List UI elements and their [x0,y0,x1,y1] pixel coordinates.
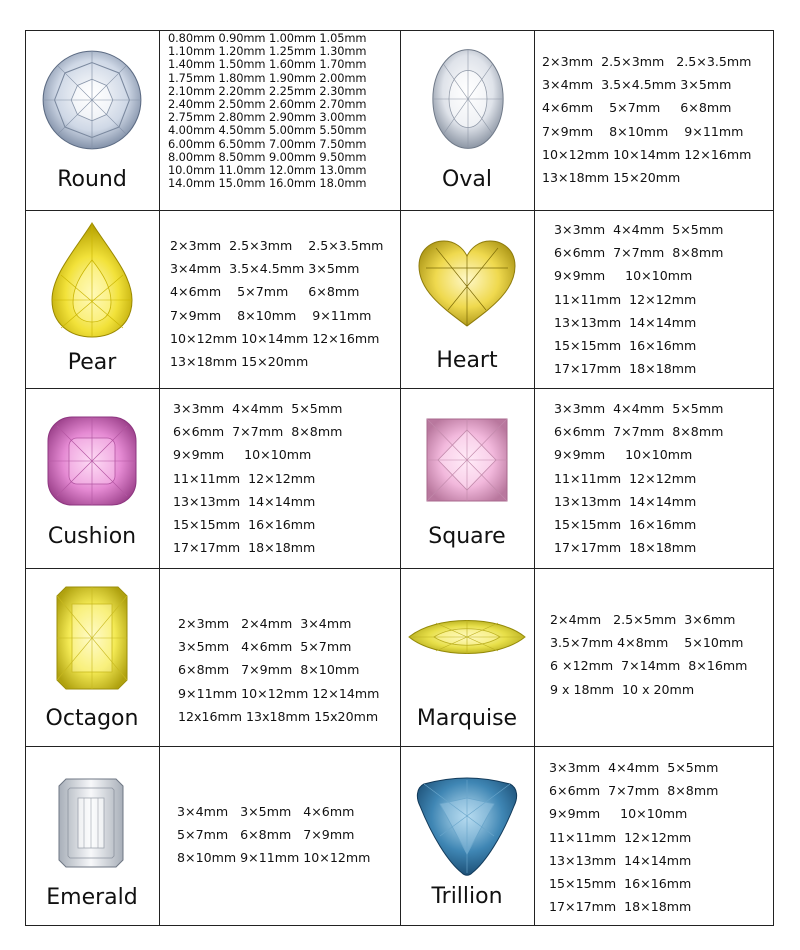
size-line: 13×18mm 15×20mm [170,354,309,370]
size-line: 9×9mm 10×10mm [554,447,693,463]
size-line: 17×17mm 18×18mm [554,540,697,556]
table-border-right [773,30,774,926]
heart-label: Heart [436,348,498,373]
size-line: 9×9mm 10×10mm [173,447,312,463]
oval-label: Oval [442,167,492,192]
heart-sizes [554,218,774,380]
emerald-label: Emerald [46,885,138,910]
size-line: 1.40mm 1.50mm 1.60mm 1.70mm [168,57,367,72]
square-gem-image [424,416,510,504]
table-border-left [25,30,26,926]
size-line: 13×18mm 15×20mm [542,170,681,186]
size-line: 11×11mm 12×12mm [549,829,692,845]
emerald-gem-image [56,776,126,870]
cell-pear-image [25,210,159,388]
marquise-sizes [550,608,774,701]
size-line: 6×6mm 7×7mm 8×8mm [549,783,719,799]
size-line: 3×5mm 4×6mm 5×7mm [178,639,352,655]
size-line: 2×3mm 2.5×3mm 2.5×3.5mm [542,54,752,69]
size-line: 6×8mm 7×9mm 8×10mm [178,662,360,678]
trillion-gem-image [414,776,520,878]
size-line: 3×3mm 4×4mm 5×5mm [173,401,343,416]
size-line: 10×12mm 10×14mm 12×16mm [170,330,380,346]
size-line: 15×15mm 16×16mm [173,517,316,533]
cell-round-image [25,30,159,210]
size-line: 5×7mm 6×8mm 7×9mm [177,827,355,843]
size-line: 7×9mm 8×10mm 9×11mm [542,123,744,139]
size-line: 1.10mm 1.20mm 1.25mm 1.30mm [168,44,367,59]
octagon-label: Octagon [45,706,139,731]
cell-emerald-image [25,746,159,926]
size-line: 9 x 18mm 10 x 20mm [550,681,695,697]
size-line: 3×4mm 3.5×4.5mm 3×5mm [170,261,360,277]
round-sizes [168,32,398,190]
cell-heart-image [400,210,534,388]
round-gem-image [40,48,144,152]
size-line: 8.00mm 8.50mm 9.00mm 9.50mm [168,149,367,164]
size-line: 2.10mm 2.20mm 2.25mm 2.30mm [168,83,367,98]
table-divider [25,746,774,747]
size-line: 9×11mm 10×12mm 12×14mm [178,685,380,701]
size-line: 13×13mm 14×14mm [173,493,316,509]
size-line: 1.75mm 1.80mm 1.90mm 2.00mm [168,70,367,85]
size-line: 10×12mm 10×14mm 12×16mm [542,146,752,162]
size-line: 15×15mm 16×16mm [554,338,697,354]
square-label: Square [428,524,506,549]
size-line: 2×3mm 2×4mm 3×4mm [178,616,352,631]
size-line: 15×15mm 16×16mm [549,876,692,892]
size-line: 6.00mm 6.50mm 7.00mm 7.50mm [168,136,367,151]
size-line: 11×11mm 12×12mm [554,291,697,307]
size-line: 8×10mm 9×11mm 10×12mm [177,850,371,866]
size-line: 2.75mm 2.80mm 2.90mm 3.00mm [168,110,367,125]
size-line: 13×13mm 14×14mm [549,852,692,868]
size-line: 9×9mm 10×10mm [549,806,688,822]
size-line: 17×17mm 18×18mm [554,361,697,377]
cushion-sizes [173,397,393,559]
table-divider [400,30,401,926]
size-line: 3×3mm 4×4mm 5×5mm [554,222,724,237]
trillion-sizes [549,756,773,918]
pear-sizes [170,234,400,373]
size-line: 13×13mm 14×14mm [554,314,697,330]
size-line: 11×11mm 12×12mm [554,470,697,486]
gem-size-table [25,30,774,926]
cushion-label: Cushion [47,524,137,549]
cell-trillion-image [400,746,534,926]
cell-oval-image [400,30,534,210]
size-line: 3.5×7mm 4×8mm 5×10mm [550,635,744,651]
trillion-label: Trillion [431,884,503,909]
size-line: 3×3mm 4×4mm 5×5mm [549,760,719,775]
pear-gem-image [49,220,135,340]
size-line: 7×9mm 8×10mm 9×11mm [170,307,372,323]
table-divider [534,30,535,926]
size-line: 3×4mm 3.5×4.5mm 3×5mm [542,77,732,93]
size-line: 4×6mm 5×7mm 6×8mm [170,284,360,300]
table-divider [159,30,160,926]
cell-octagon-image [25,568,159,746]
size-line: 3×4mm 3×5mm 4×6mm [177,804,355,819]
cell-marquise-image [400,568,534,746]
table-divider [25,568,774,569]
table-divider [25,388,774,389]
size-line: 15×15mm 16×16mm [554,517,697,533]
size-line: 3×3mm 4×4mm 5×5mm [554,401,724,416]
size-line: 6×6mm 7×7mm 8×8mm [554,424,724,440]
marquise-gem-image [406,614,528,660]
pear-label: Pear [67,350,117,375]
size-line: 17×17mm 18×18mm [173,540,316,556]
emerald-sizes [177,800,399,870]
cell-square-image [400,388,534,568]
size-line: 4×6mm 5×7mm 6×8mm [542,100,732,116]
size-line: 6×6mm 7×7mm 8×8mm [173,424,343,440]
size-line: 10.0mm 11.0mm 12.0mm 13.0mm [168,163,367,178]
size-line: 6×6mm 7×7mm 8×8mm [554,245,724,261]
octagon-gem-image [54,584,130,692]
size-line: 11×11mm 12×12mm [173,470,316,486]
octagon-sizes [178,612,400,728]
square-sizes [554,397,774,559]
size-line: 4.00mm 4.50mm 5.00mm 5.50mm [168,123,367,138]
size-line: 0.80mm 0.90mm 1.00mm 1.05mm [168,31,367,45]
round-label: Round [57,167,127,192]
size-line: 2.40mm 2.50mm 2.60mm 2.70mm [168,97,367,112]
size-line: 12x16mm 13x18mm 15x20mm [178,708,379,724]
size-line: 2×4mm 2.5×5mm 3×6mm [550,612,736,627]
size-line: 13×13mm 14×14mm [554,493,697,509]
size-line: 17×17mm 18×18mm [549,899,692,915]
table-border-top [25,30,774,31]
size-line: 14.0mm 15.0mm 16.0mm 18.0mm [168,176,367,191]
cell-cushion-image [25,388,159,568]
table-divider [25,210,774,211]
oval-gem-image [430,44,506,154]
size-line: 6 ×12mm 7×14mm 8×16mm [550,658,748,674]
marquise-label: Marquise [416,706,518,731]
size-line: 9×9mm 10×10mm [554,268,693,284]
cushion-gem-image [45,414,139,508]
table-border-bottom [25,925,774,926]
oval-sizes [542,50,772,189]
heart-gem-image [416,238,518,330]
size-line: 2×3mm 2.5×3mm 2.5×3.5mm [170,238,384,253]
